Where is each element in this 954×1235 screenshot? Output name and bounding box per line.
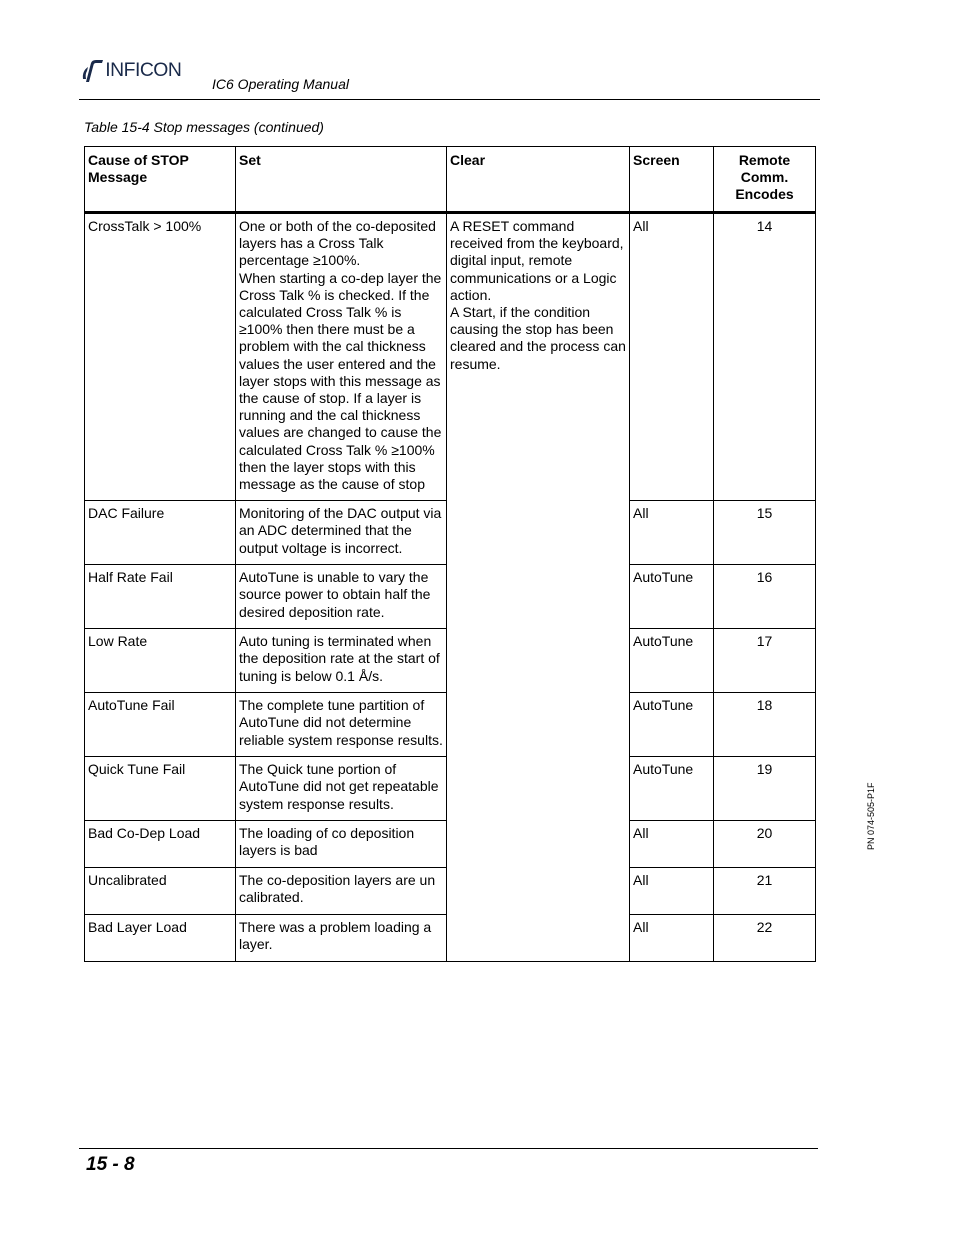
page-number: 15 - 8 — [86, 1154, 135, 1175]
screen-cell: All — [630, 868, 714, 915]
code-cell: 14 — [714, 213, 816, 501]
code-cell: 18 — [714, 693, 816, 757]
code-cell: 19 — [714, 757, 816, 821]
cause-cell: Bad Co-Dep Load — [85, 821, 236, 868]
screen-cell: AutoTune — [630, 757, 714, 821]
set-cell: The complete tune partition of AutoTune did not determine reliable system response results. — [236, 693, 447, 757]
table-header-row — [85, 147, 816, 213]
inficon-logo-mark-icon — [82, 59, 104, 83]
table-row — [85, 213, 816, 501]
code-cell: 21 — [714, 868, 816, 915]
table-caption: Table 15-4 Stop messages (continued) — [84, 119, 324, 135]
cause-cell: AutoTune Fail — [85, 693, 236, 757]
code-cell: 15 — [714, 501, 816, 565]
set-cell: Monitoring of the DAC output via an ADC determined that the output voltage is incorrect. — [236, 501, 447, 565]
column-header-clear: Clear — [447, 147, 630, 213]
set-cell: The loading of co deposition layers is bad — [236, 821, 447, 868]
column-header-screen: Screen — [630, 147, 714, 213]
set-cell — [236, 213, 447, 501]
cause-cell: Half Rate Fail — [85, 565, 236, 629]
screen-cell: AutoTune — [630, 565, 714, 629]
cause-cell: Quick Tune Fail — [85, 757, 236, 821]
screen-cell: All — [630, 213, 714, 501]
screen-cell: AutoTune — [630, 629, 714, 693]
column-header-set: Set — [236, 147, 447, 213]
cause-cell: Uncalibrated — [85, 868, 236, 915]
screen-cell: All — [630, 821, 714, 868]
cause-cell: CrossTalk > 100% — [85, 213, 236, 501]
column-header-remote-code: Remote Comm. Encodes — [714, 147, 816, 213]
cause-cell: DAC Failure — [85, 501, 236, 565]
code-cell: 22 — [714, 915, 816, 962]
screen-cell: All — [630, 501, 714, 565]
inficon-logo — [82, 58, 181, 84]
code-cell: 20 — [714, 821, 816, 868]
cause-cell: Bad Layer Load — [85, 915, 236, 962]
set-cell: There was a problem loading a layer. — [236, 915, 447, 962]
logo-text: INFICON — [105, 60, 182, 81]
clear-cell — [447, 213, 630, 962]
stop-messages-table — [84, 146, 816, 962]
manual-title: IC6 Operating Manual — [212, 76, 349, 92]
set-cell: Auto tuning is terminated when the deposition rate at the start of tuning is below 0.1 Å/s. — [236, 629, 447, 693]
code-cell: 16 — [714, 565, 816, 629]
set-cell: The co-deposition layers are un calibrated. — [236, 868, 447, 915]
footer-rule — [79, 1148, 818, 1149]
header-rule — [79, 99, 820, 100]
set-text: One or both of the co-deposited layers has a Cross Talk percentage ≥100%. — [239, 218, 436, 269]
code-cell: 17 — [714, 629, 816, 693]
set-text-continued: When starting a co-dep layer the Cross Talk % is checked. If the calculated Cross Talk % is ≥100% then there must be a problem with the cal thickness values the user entered and the layer stops with this message as the cause of stop. If a layer is running and the cal thickness values are changed to cause the calculated Cross Talk % ≥100% then the layer stops with this message as the cause of stop — [239, 269, 442, 493]
part-number: PN 074-505-P1F — [866, 782, 876, 850]
column-header-cause: Cause of STOP Message — [85, 147, 236, 213]
set-cell: AutoTune is unable to vary the source power to obtain half the desired deposition rate. — [236, 565, 447, 629]
screen-cell: All — [630, 915, 714, 962]
cause-cell: Low Rate — [85, 629, 236, 693]
screen-cell: AutoTune — [630, 693, 714, 757]
set-cell: The Quick tune portion of AutoTune did not get repeatable system response results. — [236, 757, 447, 821]
clear-text-continued: A Start, if the condition causing the stop has been cleared and the process can resume. — [450, 304, 626, 372]
clear-text: A RESET command received from the keyboard, digital input, remote communications or a Logic action. — [450, 218, 624, 303]
